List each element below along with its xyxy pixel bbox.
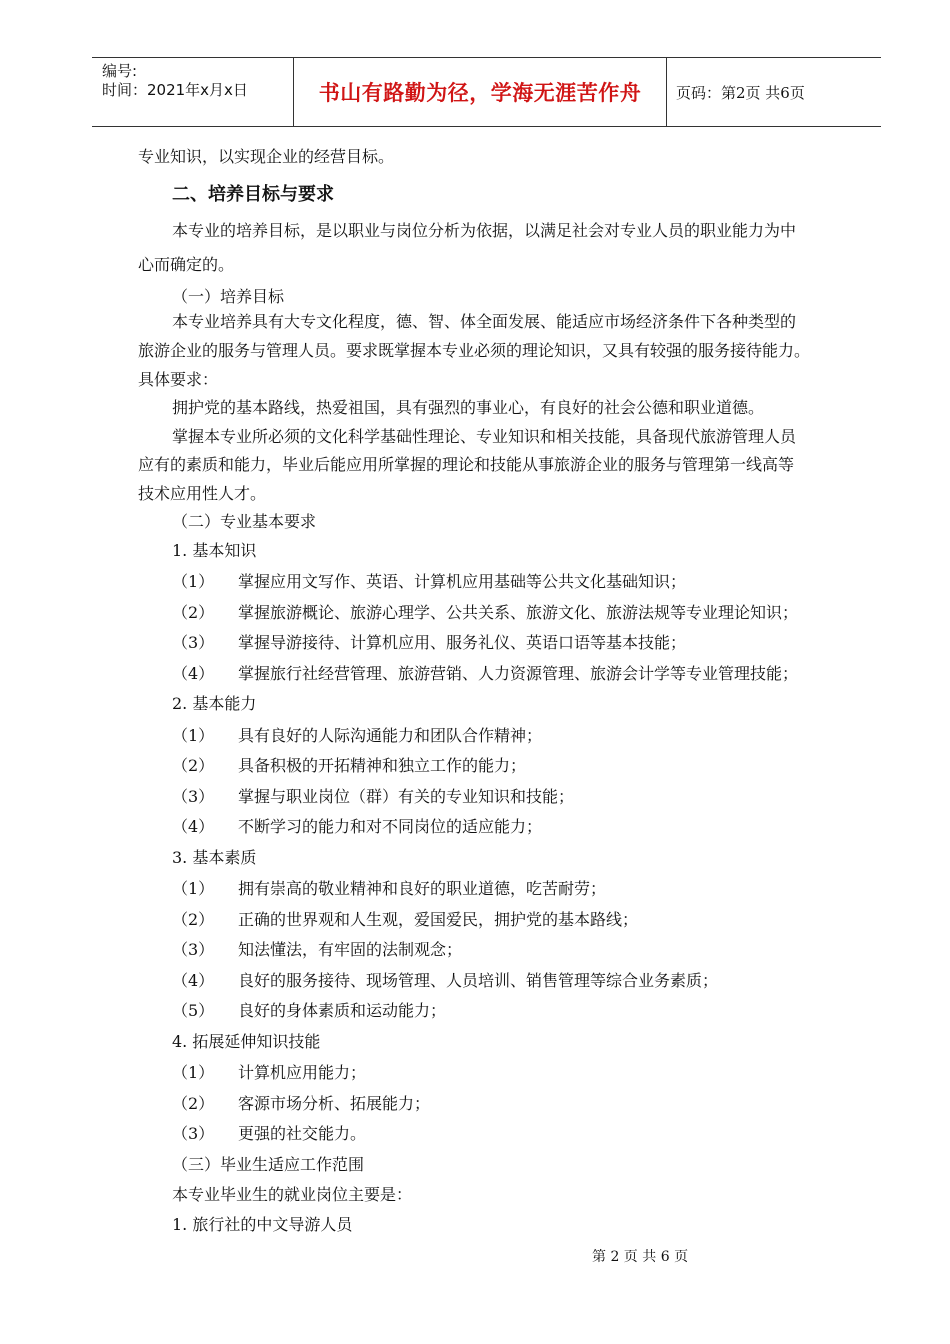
list-item: 掌握应用文写作、英语、计算机应用基础等公共文化基础知识； — [238, 572, 687, 591]
list-item-number: （3） — [172, 787, 215, 806]
list-item-number: （2） — [172, 603, 215, 622]
paragraph-line: 心而确定的。 — [138, 255, 235, 274]
list-item: 客源市场分析、拓展能力； — [238, 1094, 431, 1113]
document-code-label: 编号: — [102, 62, 138, 80]
list-item: 掌握旅游概论、旅游心理学、公共关系、旅游文化、旅游法规等专业理论知识； — [238, 603, 799, 622]
section-title: 二、培养目标与要求 — [172, 184, 334, 205]
list-item: 良好的服务接待、现场管理、人员培训、销售管理等综合业务素质； — [238, 971, 719, 990]
paragraph-line: 本专业的培养目标，是以职业与岗位分析为依据，以满足社会对专业人员的职业能力为中 — [172, 221, 797, 240]
list-item: 拥有崇高的敬业精神和良好的职业道德，吃苦耐劳； — [238, 879, 607, 898]
list-item-number: （3） — [172, 940, 215, 959]
list-heading: 2. 基本能力 — [172, 694, 257, 713]
page-footer: 第 2 页 共 6 页 — [592, 1249, 689, 1265]
header-meta — [102, 62, 248, 100]
intro-line: 专业知识，以实现企业的经营目标。 — [138, 147, 395, 166]
list-item: 良好的身体素质和运动能力； — [238, 1001, 447, 1020]
list-item-number: （5） — [172, 1001, 215, 1020]
list-item-number: （4） — [172, 971, 215, 990]
list-item: 更强的社交能力。 — [238, 1124, 367, 1143]
list-item-number: （3） — [172, 633, 215, 652]
list-item-number: （1） — [172, 726, 215, 745]
header-motto: 书山有路勤为径，学海无涯苦作舟 — [318, 80, 642, 105]
list-item-number: （1） — [172, 572, 215, 591]
paragraph-line: 掌握本专业所必须的文化科学基础性理论、专业知识和相关技能，具备现代旅游管理人员 — [172, 427, 797, 446]
list-item: 掌握旅行社经营管理、旅游营销、人力资源管理、旅游会计学等专业管理技能； — [238, 664, 799, 683]
list-item-number: （1） — [172, 1063, 215, 1082]
paragraph-line: 拥护党的基本路线，热爱祖国，具有强烈的事业心，有良好的社会公德和职业道德。 — [172, 398, 765, 417]
document-time: 时间：2021年x月x日 — [102, 81, 248, 99]
list-item: 掌握导游接待、计算机应用、服务礼仪、英语口语等基本技能； — [238, 633, 687, 652]
header-page-info: 页码：第2页 共6页 — [676, 83, 805, 102]
list-item: 具备积极的开拓精神和独立工作的能力； — [238, 756, 527, 775]
list-item-number: （1） — [172, 879, 215, 898]
paragraph-line: 具体要求： — [138, 370, 219, 389]
paragraph-line: 技术应用性人才。 — [138, 484, 267, 503]
list-heading: 1. 基本知识 — [172, 541, 257, 560]
list-item: 不断学习的能力和对不同岗位的适应能力； — [238, 817, 543, 836]
list-item: 知法懂法，有牢固的法制观念； — [238, 940, 463, 959]
list-heading: 4. 拓展延伸知识技能 — [172, 1032, 321, 1051]
subsection-title: （二）专业基本要求 — [172, 512, 317, 531]
list-item: 计算机应用能力； — [238, 1063, 367, 1082]
list-item-number: （2） — [172, 1094, 215, 1113]
list-item-number: （4） — [172, 817, 215, 836]
list-item-number: （4） — [172, 664, 215, 683]
list-item-number: （3） — [172, 1124, 215, 1143]
paragraph-line: 本专业培养具有大专文化程度，德、智、体全面发展、能适应市场经济条件下各种类型的 — [172, 312, 797, 331]
page-header — [92, 57, 881, 127]
list-item: 正确的世界观和人生观，爱国爱民，拥护党的基本路线； — [238, 910, 639, 929]
list-item-number: （2） — [172, 910, 215, 929]
list-item: 具有良好的人际沟通能力和团队合作精神； — [238, 726, 543, 745]
list-heading: 3. 基本素质 — [172, 848, 257, 867]
header-divider — [666, 58, 667, 126]
list-item: 1. 旅行社的中文导游人员 — [172, 1215, 353, 1234]
paragraph-line: 旅游企业的服务与管理人员。要求既掌握本专业必须的理论知识，又具有较强的服务接待能力。 — [138, 341, 811, 360]
subsection-title: （三）毕业生适应工作范围 — [172, 1155, 365, 1174]
paragraph-line: 应有的素质和能力，毕业后能应用所掌握的理论和技能从事旅游企业的服务与管理第一线高等 — [138, 455, 795, 474]
paragraph-line: 本专业毕业生的就业岗位主要是： — [172, 1185, 413, 1204]
list-item-number: （2） — [172, 756, 215, 775]
list-item: 掌握与职业岗位（群）有关的专业知识和技能； — [238, 787, 575, 806]
subsection-title: （一）培养目标 — [172, 287, 285, 306]
